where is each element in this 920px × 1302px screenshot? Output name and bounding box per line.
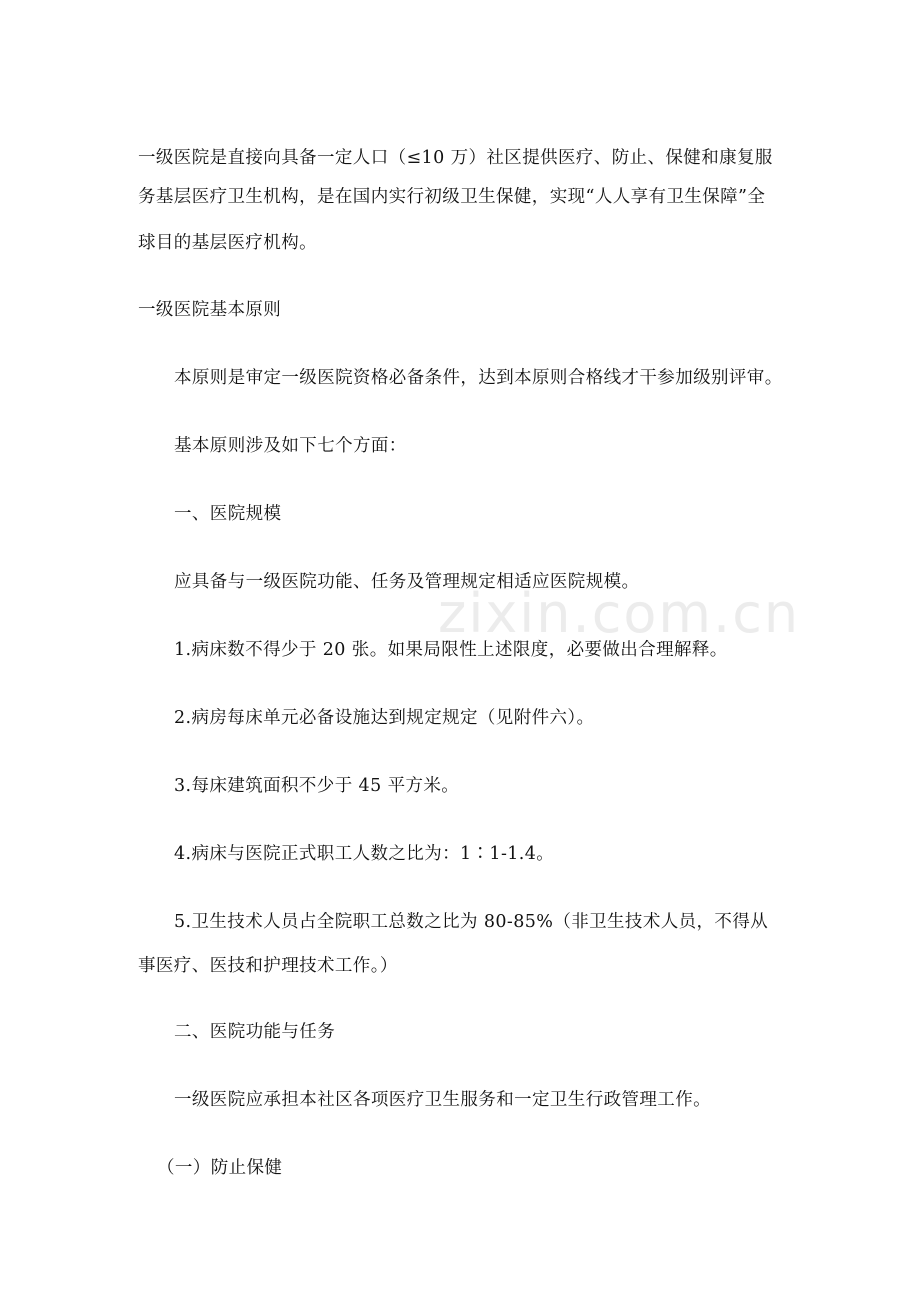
watermark: zixin.com.cn — [438, 582, 801, 645]
intro-line-1: 一级医院是直接向具备一定人口（≤10 万）社区提供医疗、防止、保健和康复服 — [138, 148, 773, 168]
list-item-5-line-2: 事医疗、医技和护理技术工作。） — [138, 956, 398, 976]
section-1-desc: 应具备与一级医院功能、任务及管理规定相适应医院规模。 — [174, 572, 640, 592]
list-item: 2.病房每床单元必备设施达到规定规定（见附件六）。 — [174, 708, 595, 728]
paragraph-criteria: 本原则是审定一级医院资格必备条件，达到本原则合格线才干参加级别评审。 — [174, 368, 783, 388]
list-item: 1.病床数不得少于 20 张。如果局限性上述限度，必要做出合理解释。 — [174, 640, 728, 660]
intro-line-3: 球目的基层医疗机构。 — [138, 233, 317, 253]
list-item: 4.病床与医院正式职工人数之比为：1∶1-1.4。 — [174, 844, 555, 864]
intro-line-2: 务基层医疗卫生机构，是在国内实行初级卫生保健，实现“人人享有卫生保障”全 — [138, 187, 766, 207]
section-heading: 一级医院基本原则 — [138, 300, 282, 320]
section-1-title: 一、医院规模 — [174, 504, 282, 524]
list-item: 3.每床建筑面积不少于 45 平方米。 — [174, 776, 460, 796]
section-2-title: 二、医院功能与任务 — [174, 1022, 336, 1042]
section-2-desc: 一级医院应承担本社区各项医疗卫生服务和一定卫生行政管理工作。 — [174, 1090, 711, 1110]
list-item-5-line-1: 5.卫生技术人员占全院职工总数之比为 80-85%（非卫生技术人员，不得从 — [174, 912, 769, 932]
paragraph-aspects: 基本原则涉及如下七个方面： — [174, 436, 407, 456]
subsection-title: （一）防止保健 — [157, 1158, 283, 1178]
